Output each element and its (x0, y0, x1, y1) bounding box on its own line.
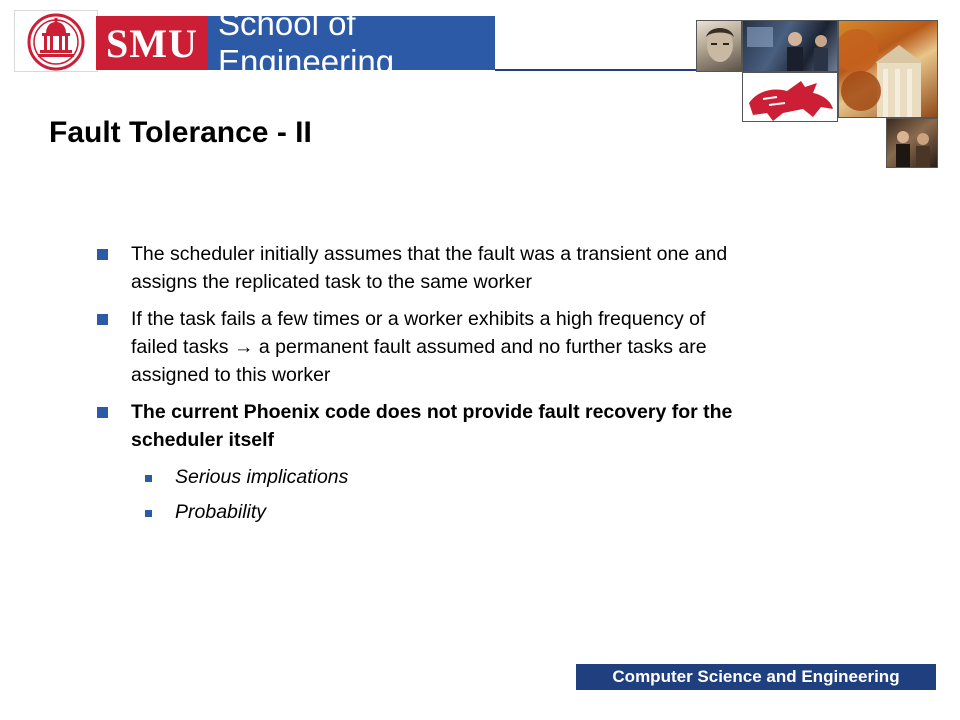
school-name: School of Engineering (208, 16, 495, 70)
mustang-icon (743, 73, 838, 122)
collage-photo-students (886, 118, 938, 168)
square-bullet-icon (97, 407, 108, 418)
bullet-text: If the task fails a few times or a worker exhibits a high frequency of failed tasks → a permanent fault assumed and no further tasks are assigned to this worker (131, 308, 707, 386)
bullet-list (97, 240, 747, 533)
slide-title: Fault Tolerance - II (49, 116, 312, 149)
square-bullet-icon (97, 314, 108, 325)
bullet-text: The scheduler initially assumes that the fault was a transient one and assigns the replicated task to the same worker (131, 243, 728, 293)
banner-divider (495, 69, 697, 71)
bullet-item (97, 240, 747, 296)
collage-mustang-logo (742, 72, 838, 122)
bullet-item (97, 398, 747, 454)
small-square-bullet-icon (145, 475, 152, 482)
university-seal-logo (14, 10, 98, 72)
bullet-item (97, 305, 747, 389)
sub-bullet-text: Probability (175, 501, 267, 523)
sub-bullet-text: Serious implications (175, 466, 349, 488)
collage-photo-face (696, 20, 742, 72)
sub-bullet-item (97, 463, 747, 491)
small-square-bullet-icon (145, 510, 152, 517)
smu-logo-text: SMU (96, 16, 208, 70)
square-bullet-icon (97, 249, 108, 260)
sub-bullet-item (97, 498, 747, 526)
bullet-text: The current Phoenix code does not provide fault recovery for the scheduler itself (131, 401, 733, 451)
seal-building-icon (25, 13, 87, 71)
collage-photo-people (742, 20, 838, 72)
collage-photo-campus (838, 20, 938, 118)
department-footer: Computer Science and Engineering (576, 664, 936, 690)
